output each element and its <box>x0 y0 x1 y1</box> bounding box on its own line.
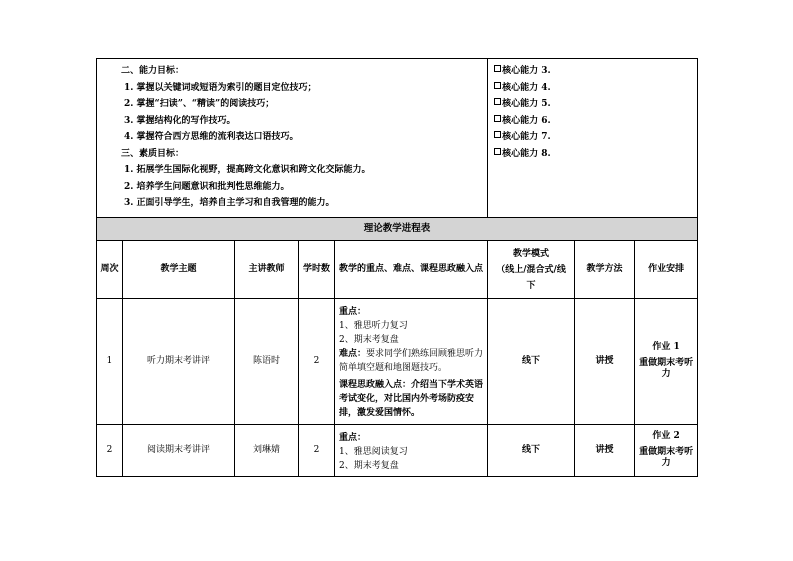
difficulty-text: 难点：要求同学们熟练回顾雅思听力简单填空题和地图题技巧。 <box>339 349 484 373</box>
goals-row <box>97 59 698 218</box>
ability-goal-item: 1. 掌握以关键词或短语为索引的题目定位技巧； <box>124 82 317 93</box>
syllabus-table <box>96 58 698 477</box>
checkbox-icon <box>494 82 501 89</box>
key-label: 重点： <box>339 433 367 443</box>
method-cell: 讲授 <box>575 425 635 477</box>
section-title-row <box>97 218 698 241</box>
core-abilities-cell <box>488 59 698 218</box>
header-mode: 教学模式 （线上/混合式/线 下 <box>488 241 575 299</box>
checkbox-icon <box>494 148 501 155</box>
focus-cell <box>335 299 488 425</box>
key-item: 2、期末考复盘 <box>339 461 399 471</box>
topic-cell: 听力期末考讲评 <box>123 299 235 425</box>
core-ability-item: 核心能力 4. <box>494 80 691 97</box>
key-label: 重点： <box>339 307 367 317</box>
ability-goal-item: 2. 掌握“扫读”、“精读”的阅读技巧； <box>124 99 275 109</box>
goals-cell <box>97 59 488 218</box>
week-cell: 1 <box>97 299 123 425</box>
checkbox-icon <box>494 131 501 138</box>
key-item: 1、雅思听力复习 <box>339 321 408 331</box>
table-row <box>97 299 698 425</box>
header-homework: 作业安排 <box>635 241 698 299</box>
mode-cell: 线下 <box>488 299 575 425</box>
topic-cell: 阅读期末考讲评 <box>123 425 235 477</box>
header-method: 教学方法 <box>575 241 635 299</box>
hours-cell: 2 <box>299 425 335 477</box>
teacher-cell: 陈语时 <box>235 299 299 425</box>
core-ability-item: 核心能力 6. <box>494 113 691 130</box>
header-hours: 学时数 <box>299 241 335 299</box>
homework-cell: 作业 1 重做期末考听力 <box>635 299 698 425</box>
core-ability-item: 核心能力 5. <box>494 96 691 113</box>
ability-goal-item: 4. 掌握符合西方思维的流利表达口语技巧。 <box>124 132 299 142</box>
focus-cell <box>335 425 488 477</box>
key-item: 2、期末考复盘 <box>339 335 399 345</box>
quality-goal-item: 2. 培养学生问题意识和批判性思维能力。 <box>124 181 290 192</box>
key-item: 1、雅思阅读复习 <box>339 447 408 457</box>
quality-goal-item: 1. 拓展学生国际化视野，提高跨文化意识和跨文化交际能力。 <box>124 165 371 175</box>
header-week: 周次 <box>97 241 123 299</box>
ability-goal-item: 3. 掌握结构化的写作技巧。 <box>124 115 236 126</box>
table-row <box>97 425 698 477</box>
teacher-cell: 刘琳婧 <box>235 425 299 477</box>
header-row <box>97 241 698 299</box>
quality-goals-heading: 三、素质目标： <box>121 148 185 159</box>
checkbox-icon <box>494 98 501 105</box>
homework-cell: 作业 2 重做期末考听力 <box>635 425 698 477</box>
week-cell: 2 <box>97 425 123 477</box>
core-ability-item: 核心能力 7. <box>494 129 691 146</box>
checkbox-icon <box>494 65 501 72</box>
method-cell: 讲授 <box>575 299 635 425</box>
core-ability-item: 核心能力 8. <box>494 146 691 163</box>
core-ability-item: 核心能力 3. <box>494 63 691 80</box>
hours-cell: 2 <box>299 299 335 425</box>
ability-goals-heading: 二、能力目标： <box>121 66 185 76</box>
section-title: 理论教学进程表 <box>97 218 698 241</box>
header-teacher: 主讲教师 <box>235 241 299 299</box>
header-topic: 教学主题 <box>123 241 235 299</box>
ideology-text: 课程思政融入点：介绍当下学术英语考试变化，对比国内外考场防疫安排，激发爱国情怀。 <box>339 380 484 418</box>
header-focus: 教学的重点、难点、课程思政融入点 <box>335 241 488 299</box>
checkbox-icon <box>494 115 501 122</box>
mode-cell: 线下 <box>488 425 575 477</box>
quality-goal-item: 3. 正面引导学生，培养自主学习和自我管理的能力。 <box>124 198 335 208</box>
